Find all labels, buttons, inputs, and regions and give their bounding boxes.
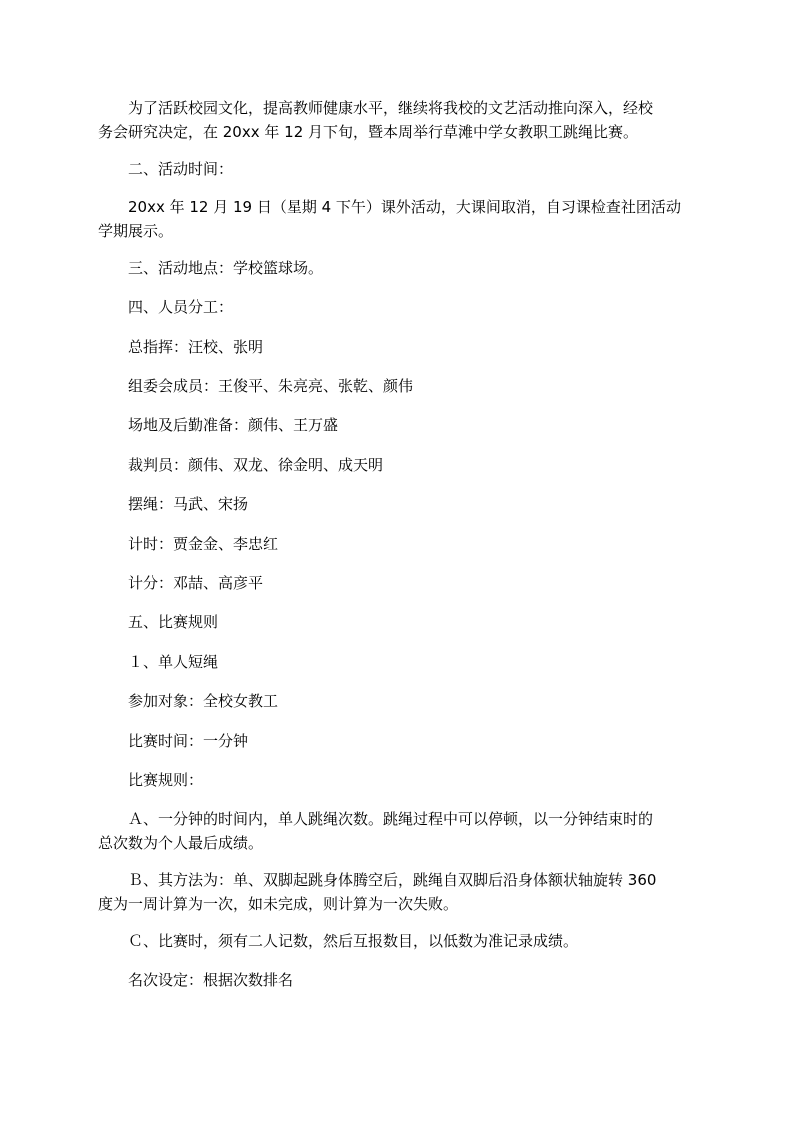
rules-label	[128, 768, 688, 792]
staff-rope	[128, 492, 688, 516]
paragraph-line: 名次设定：根据次数排名	[128, 971, 294, 989]
staff-commander	[128, 335, 688, 359]
rule-c	[128, 929, 688, 953]
paragraph-line: １、单人短绳	[128, 653, 219, 671]
paragraph-line: 度为一周计算为一次，如未完成，则计算为一次失败。	[98, 895, 459, 913]
staff-committee	[128, 374, 688, 398]
paragraph-line: 计分：邓喆、高彦平	[128, 574, 264, 592]
staff-scoring	[128, 571, 688, 595]
staff-referees	[128, 453, 688, 477]
section-heading-location	[128, 256, 688, 280]
paragraph-line: 比赛时间：一分钟	[128, 732, 249, 750]
paragraph-line: 组委会成员：王俊平、朱亮亮、张乾、颜伟	[128, 377, 414, 395]
section-heading-time	[128, 157, 688, 181]
paragraph-line: 比赛规则：	[128, 771, 204, 789]
duration	[128, 729, 688, 753]
paragraph-line: 裁判员：颜伟、双龙、徐金明、成天明	[128, 456, 384, 474]
rule-a	[98, 807, 688, 855]
intro-paragraph	[98, 96, 688, 144]
paragraph-line: 计时：贾金金、李忠红	[128, 535, 279, 553]
paragraph-line: Ｂ、其方法为：单、双脚起跳身体腾空后，跳绳自双脚后沿身体额状轴旋转 360	[128, 871, 657, 889]
ranking-rule	[128, 968, 688, 992]
event-single-rope	[128, 650, 688, 674]
paragraph-line: 20xx 年 12 月 19 日（星期 4 下午）课外活动，大课间取消，自习课检查社团活动	[128, 198, 681, 216]
paragraph-line: 学期展示。	[98, 222, 174, 240]
section-heading-rules	[128, 610, 688, 634]
paragraph-line: Ａ、一分钟的时间内，单人跳绳次数。跳绳过程中可以停顿，以一分钟结束时的	[128, 810, 654, 828]
section-heading-staff	[128, 295, 688, 319]
paragraph-line: 参加对象：全校女教工	[128, 692, 279, 710]
time-paragraph	[98, 195, 688, 243]
staff-timing	[128, 532, 688, 556]
participants	[128, 689, 688, 713]
paragraph-line: 务会研究决定，在 20xx 年 12 月下旬，暨本周举行草滩中学女教职工跳绳比赛。	[98, 123, 639, 141]
heading-text: 二、活动时间：	[128, 160, 234, 178]
heading-text: 三、活动地点：学校篮球场。	[128, 259, 324, 277]
heading-text: 五、比赛规则	[128, 613, 219, 631]
paragraph-line: 摆绳：马武、宋扬	[128, 495, 249, 513]
rule-b	[98, 868, 688, 916]
staff-venue	[128, 413, 688, 437]
paragraph-line: 总指挥：汪校、张明	[128, 338, 264, 356]
paragraph-line: 场地及后勤准备：颜伟、王万盛	[128, 416, 339, 434]
heading-text: 四、人员分工：	[128, 298, 234, 316]
paragraph-line: Ｃ、比赛时，须有二人记数，然后互报数目，以低数为准记录成绩。	[128, 932, 579, 950]
paragraph-line: 总次数为个人最后成绩。	[98, 834, 264, 852]
paragraph-line: 为了活跃校园文化，提高教师健康水平，继续将我校的文艺活动推向深入，经校	[128, 99, 654, 117]
